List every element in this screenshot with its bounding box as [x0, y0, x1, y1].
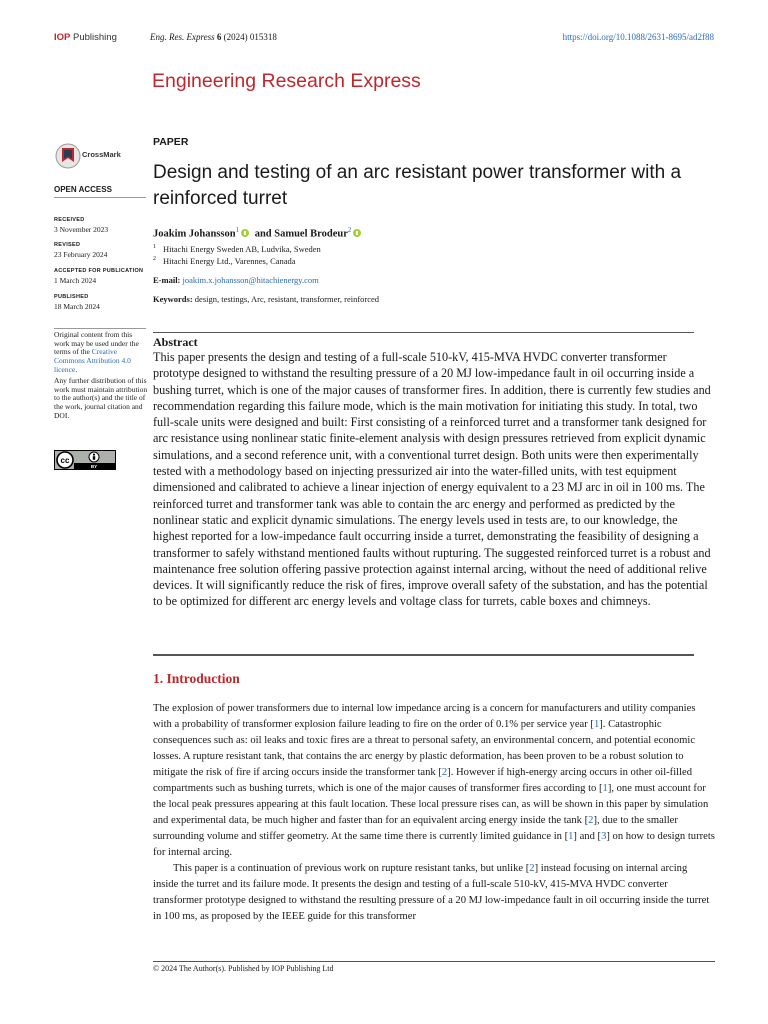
journal-year-article: (2024) 015318 [223, 32, 277, 42]
introduction-body [153, 701, 715, 925]
history-received-date: 3 November 2023 [54, 225, 109, 234]
divider [54, 328, 146, 329]
divider [153, 654, 694, 656]
publisher-logo-word: Publishing [73, 32, 117, 43]
citation-link[interactable]: 2 [588, 815, 594, 826]
cc-by-license-icon[interactable] [54, 450, 116, 470]
history-accepted-date: 1 March 2024 [54, 276, 97, 285]
citation-link[interactable]: 1 [602, 783, 608, 794]
orcid-icon[interactable] [353, 229, 361, 237]
svg-text:cc: cc [60, 456, 70, 465]
history-published-date: 18 March 2024 [54, 302, 100, 311]
affiliation: $^1$ Hitachi Energy Sweden AB, Ludvika, Sweden [153, 244, 321, 254]
paragraph-text: ]. However if high-energy arcing occurs in other oil-filled compartments such as bushing turrets, which is one of the major causes of transformer fires according to [ [153, 767, 693, 794]
crossmark-label: CrossMark [82, 150, 121, 159]
affiliation-ref[interactable]: 1 [235, 226, 240, 234]
journal-citation [150, 32, 277, 42]
history-accepted-label: ACCEPTED FOR PUBLICATION [54, 268, 144, 274]
paragraph-text: ]. Catastrophic consequences such as: oil leaks and toxic fires are a threat to personal safety, an environmental concern, and potential economic losses. A rupture resistant tank, that contains the arc energy by plastic deformation, has been proven to be a robust solution to mitigate the risk of fire if arcing occurs inside the transformer tank [ [153, 719, 696, 778]
license-distribution-text: Any further distribution of this work must maintain attribution to the author(s) and the title of the work, journal citation and DOI. [54, 376, 148, 420]
affiliation-ref[interactable]: 2 [347, 226, 352, 234]
section-heading-introduction: 1. Introduction [153, 671, 240, 686]
doi-link[interactable]: https://doi.org/10.1088/2631-8695/ad2f88 [562, 32, 714, 42]
journal-title[interactable]: Engineering Research Express [152, 70, 421, 92]
history-published-label: PUBLISHED [54, 294, 89, 300]
keywords-list: design, testings, Arc, resistant, transformer, reinforced [194, 294, 380, 304]
author-list [153, 226, 364, 240]
author-name[interactable]: Joakim Johansson [153, 228, 236, 240]
article-title: Design and testing of an arc resistant power transformer with a reinforced turret [153, 162, 682, 209]
article-type: PAPER [153, 136, 189, 148]
paragraph [153, 861, 715, 925]
keywords [153, 294, 379, 304]
history-revised-label: REVISED [54, 242, 81, 248]
keywords-label: Keywords: [153, 294, 193, 304]
paragraph-text: The explosion of power transformers due to internal low impedance arcing is a concern for manufacturers and utility companies with a probability of transformer explosion failure leading to fire on the order of 0.1% per service year [ [153, 703, 696, 730]
email-link[interactable]: joakim.x.johansson@hitachienergy.com [182, 275, 319, 285]
license-link[interactable]: Creative Commons Attribution 4.0 licence [54, 347, 131, 374]
paragraph-text: ] instead focusing on internal arcing inside the turret and its failure mode. It presents the design and testing of a full-scale 510-kV, 415-MVA HVDC converter transformer prototype designed to withstand the resulting pressure of a 20 MJ low-impedance fault in oil occurring inside the turret in 100 ms, as proposed by the IEEE guide for this transformer [153, 863, 710, 922]
paragraph-text: ] and [ [573, 831, 602, 842]
open-access-label: OPEN ACCESS [54, 185, 112, 194]
crossmark-badge[interactable] [54, 142, 128, 170]
crossmark-icon [54, 142, 82, 170]
divider [54, 197, 146, 198]
license-notice [54, 331, 148, 423]
history-received-label: RECEIVED [54, 217, 85, 223]
abstract-text: This paper presents the design and testing of a full-scale 510-kV, 415-MVA HVDC converter transformer prototype designed to withstand the resulting pressure of a 20 MJ low-impedance fault in oil occurring inside a bushing turret, which is one of the major causes of transformer fires. In addition, there is currently few studies and recommendation regarding this failure mode, which is the main motivation for initiating this study. In total, two full-scale units were designed and built: First consisting of a reinforced turret and a transformer tank designed for arc resistance using nonlinear static finite-element analysis with design pressures retrieved from explicit dynamic simulations, and a second reference unit, with a conventional turret design. Both units were then experimentally tested with a methodology based on injecting pressurized air into the water-filled units, with test equipment dimensioned and calibrated to achieve a linear injection of energy equivalent to a 23 MJ arc in oil in 100 ms. The reinforced turret and transformer tank was able to contain the arc energy and performed as predicted by the nonlinear static and explicit dynamic simulations. The energy levels used in tests are, to our knowledge, the highest reported for a low-impedance fault occurring inside a turret, demonstrating the feasibility of designing a transformer to safely withstand mentioned faults without rupturing. The suggested reinforced turret is a robust and maintenance free solution offering passive protection against internal arcing, without the need of additional relive devices. It will significantly reduce the risk of fires, improve overall safety of the substation, and has the potential to be optimized for different arc energy levels and voltage class for turrets, cable boxes and chimneys. [153, 350, 711, 609]
author-name[interactable]: and Samuel Brodeur [254, 228, 348, 240]
abstract-heading: Abstract [153, 335, 198, 349]
citation-link[interactable]: 2 [441, 767, 448, 778]
journal-volume: 6 [216, 32, 222, 42]
email-label: E-mail: [153, 275, 181, 285]
paragraph-text: ] on how to design turrets for internal arcing. [153, 831, 715, 858]
affiliation: $^2$ Hitachi Energy Ltd., Varennes, Canada [153, 256, 296, 266]
corresponding-email [153, 275, 319, 285]
copyright-footer: © 2024 The Author(s). Published by IOP Publishing Ltd [153, 964, 334, 973]
divider [153, 332, 694, 333]
running-header [54, 32, 714, 46]
paragraph-text: ], due to the smaller surrounding volume and stiffer geometry. At the same time there is currently limited guidance in [ [153, 815, 678, 842]
license-text-end: . [75, 364, 78, 374]
license-text: Original content from this work may be used under the terms of the [54, 330, 139, 357]
citation-link[interactable]: 1 [593, 719, 600, 730]
citation-link[interactable]: 2 [529, 863, 535, 874]
publisher-logo[interactable] [54, 32, 117, 43]
license-paragraph [54, 331, 148, 375]
citation-link[interactable]: 3 [601, 831, 607, 842]
svg-text:BY: BY [90, 464, 98, 470]
citation-link[interactable]: 1 [568, 831, 574, 842]
publisher-logo-iop: IOP [54, 32, 71, 43]
paragraph-text: ], one must account for the local peak pressures appearing at this fault location. These local pressure rises can, as will be shown in this paper by simulation and experimental data, be much higher and faster than for an equivalent arcing energy inside the tank [ [153, 783, 709, 826]
paragraph-text: This paper is a continuation of previous work on rupture resistant tanks, but unlike [ [173, 863, 530, 874]
orcid-icon[interactable] [241, 229, 249, 237]
divider [153, 961, 715, 962]
history-revised-date: 23 February 2024 [54, 250, 108, 259]
paragraph [153, 701, 715, 861]
journal-abbrev: Eng. Res. Express [150, 32, 215, 42]
